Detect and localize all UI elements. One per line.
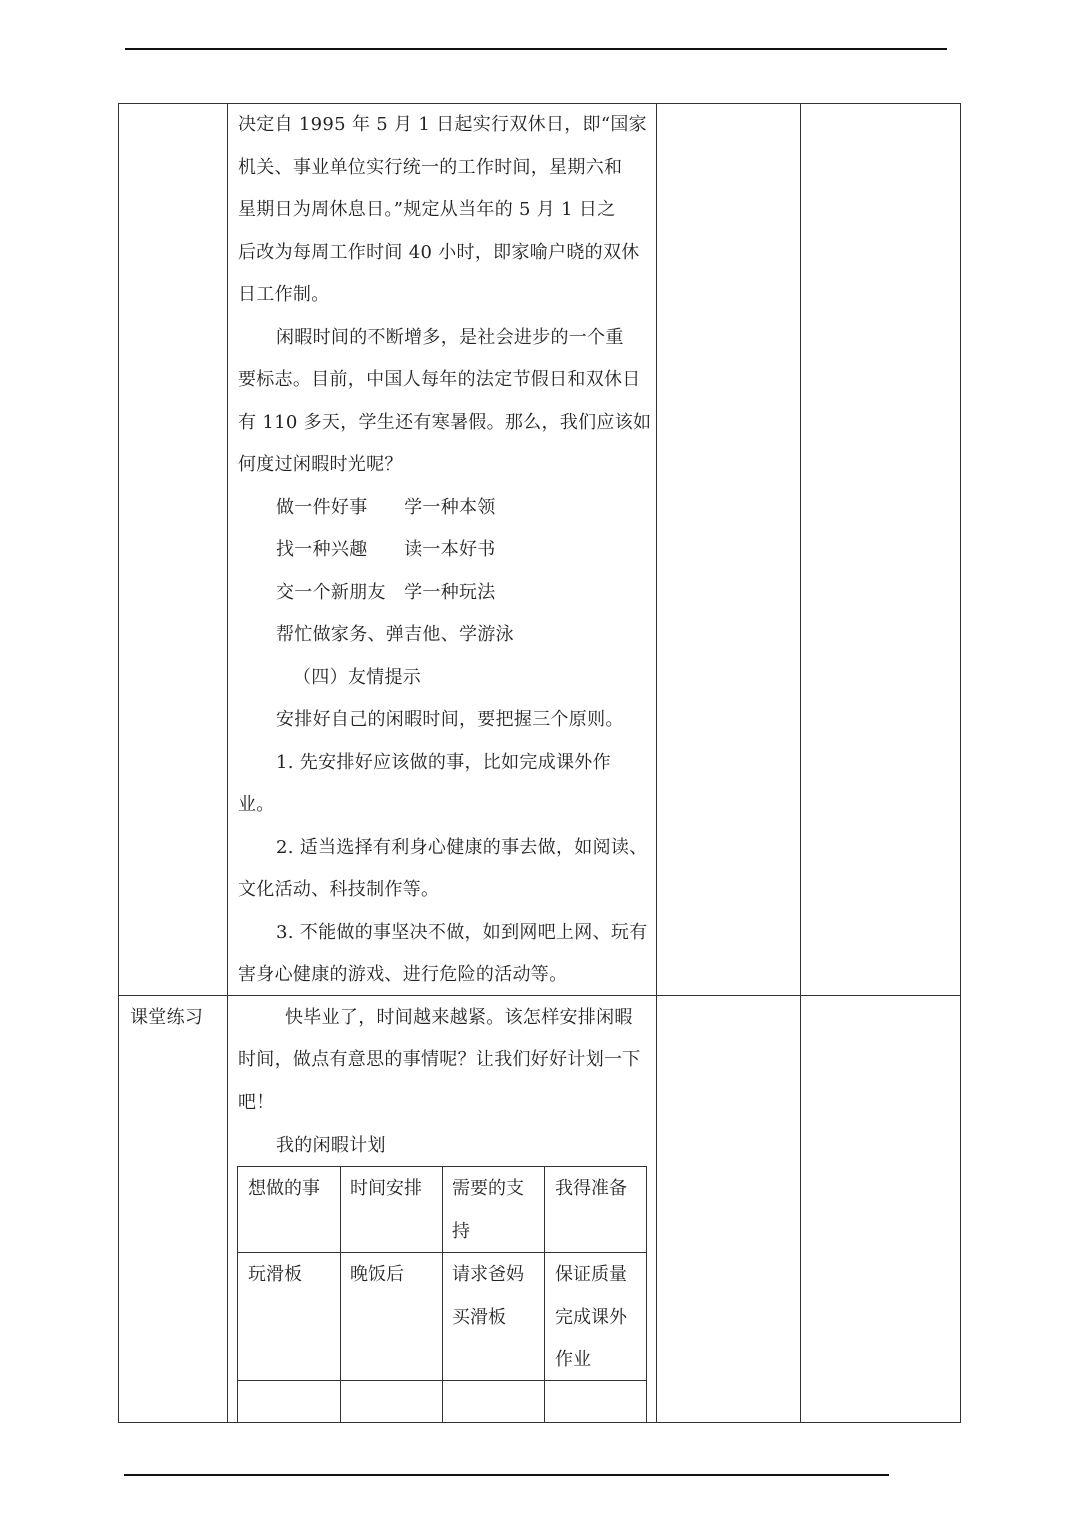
content-line: 要标志。目前，中国人每年的法定节假日和双休日	[238, 369, 641, 390]
footer-rule	[124, 1474, 889, 1476]
plan-header-cell: 我得准备	[555, 1178, 627, 1199]
plan-header-cell: 时间安排	[350, 1178, 422, 1199]
activity-line: 帮忙做家务、弹吉他、学游泳	[276, 624, 514, 645]
plan-cell: 保证质量完成课外作业	[555, 1264, 627, 1370]
exercise-line: 时间，做点有意思的事情呢？让我们好好计划一下	[238, 1049, 641, 1070]
exercise-line: 快毕业了，时间越来越紧。该怎样安排闲暇	[285, 1007, 633, 1028]
content-line: 星期日为周休息日。”规定从当年的 5 月 1 日之	[238, 199, 616, 220]
content-line: 后改为每周工作时间 40 小时，即家喻户晓的双休	[238, 241, 640, 263]
principle-line: 业。	[238, 794, 275, 815]
principle-line: 文化活动、科技制作等。	[238, 879, 440, 900]
plan-cell: 请求爸妈买滑板	[452, 1264, 524, 1328]
content-line: 决定自 1995 年 5 月 1 日起实行双休日，即“国家	[238, 114, 647, 135]
column-divider	[800, 103, 801, 1423]
content-line: 何度过闲暇时光呢？	[238, 454, 403, 475]
activity-line: 找一种兴趣 读一本好书	[276, 539, 496, 560]
principle-line: 2. 适当选择有利身心健康的事去做，如阅读、	[276, 836, 648, 858]
principle-line: 1. 先安排好应该做的事，比如完成课外作	[276, 751, 611, 773]
plan-header-cell: 想做的事	[248, 1178, 320, 1199]
header-rule	[125, 48, 947, 50]
content-line: 安排好自己的闲暇时间，要把握三个原则。	[276, 709, 624, 730]
activity-line: 做一件好事 学一种本领	[276, 496, 496, 518]
content-line: 日工作制。	[238, 284, 330, 305]
principle-line: 3. 不能做的事坚决不做，如到网吧上网、玩有	[276, 921, 648, 943]
content-line: 有 110 多天，学生还有寒暑假。那么，我们应该如	[238, 411, 652, 433]
content-line: 闲暇时间的不断增多，是社会进步的一个重	[276, 326, 624, 348]
principle-line: 害身心健康的游戏、进行危险的活动等。	[238, 964, 568, 985]
exercise-label: 课堂练习	[130, 1007, 204, 1028]
exercise-line: 吧！	[238, 1092, 275, 1113]
table-border-right	[960, 103, 961, 1423]
lesson-content	[238, 104, 650, 997]
plan-cell: 玩滑板	[248, 1264, 302, 1285]
table-border-left	[118, 103, 119, 1423]
plan-header-cell: 需要的支持	[452, 1178, 524, 1242]
plan-table-border	[237, 1166, 238, 1423]
content-line: 机关、事业单位实行统一的工作时间，星期六和	[238, 156, 623, 178]
plan-table-border	[646, 1166, 647, 1423]
plan-table-border	[442, 1166, 443, 1423]
plan-title: 我的闲暇计划	[276, 1135, 386, 1156]
plan-table-border	[544, 1166, 545, 1423]
plan-table-border	[340, 1166, 341, 1423]
leisure-plan-table	[237, 1166, 647, 1423]
column-divider	[227, 103, 228, 1423]
section-heading: （四）友情提示	[293, 666, 422, 688]
column-divider	[656, 103, 657, 1423]
plan-cell: 晚饭后	[350, 1264, 404, 1285]
activity-line: 交一个新朋友 学一种玩法	[276, 581, 496, 603]
